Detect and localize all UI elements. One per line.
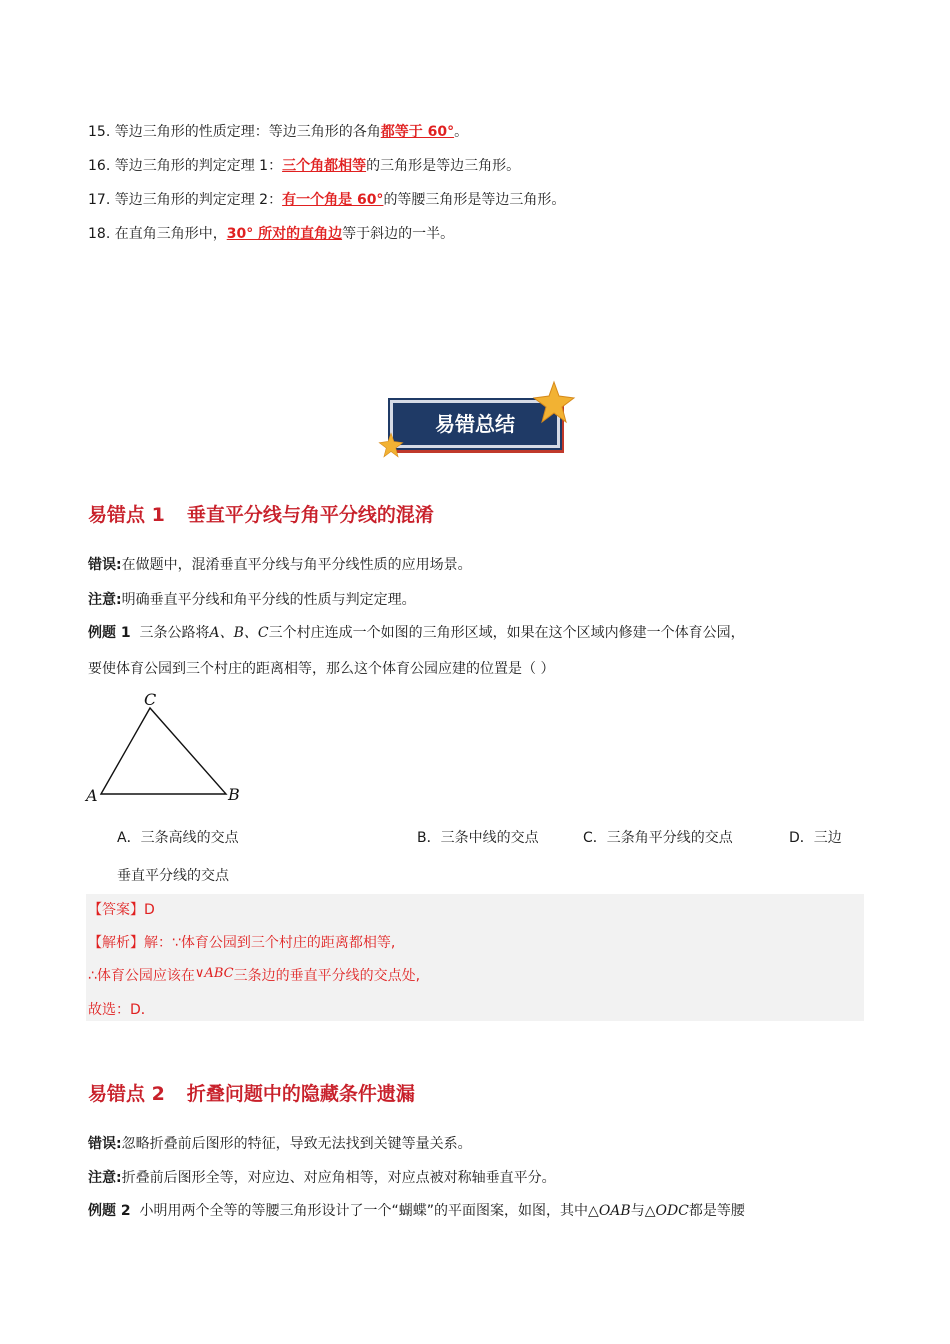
- note-text: 明确垂直平分线和角平分线的性质与判定定理。: [121, 592, 416, 608]
- option-a: [117, 827, 239, 847]
- fact-18: [88, 223, 454, 243]
- triangle-symbol: ∨ABC: [194, 966, 234, 981]
- vertex-label-a: A: [86, 786, 98, 805]
- example1-line1: [88, 622, 745, 642]
- section1-title-a: 易错点 1: [88, 504, 165, 526]
- triangle-figure: [84, 688, 254, 808]
- section2-title-a: 易错点 2: [88, 1083, 165, 1105]
- fact-text: 16. 等边三角形的判定定理 1：: [88, 158, 283, 174]
- example-text: 三条公路将: [139, 625, 210, 641]
- section2-error: [88, 1133, 472, 1153]
- section1-title: [88, 500, 434, 527]
- option-d: [789, 827, 842, 847]
- error-text: 在做题中，混淆垂直平分线与角平分线性质的应用场景。: [121, 557, 472, 573]
- vertex-label-b: B: [228, 785, 240, 804]
- answer-text: 【答案】D: [88, 902, 155, 918]
- section2-note: [88, 1167, 556, 1187]
- answer-text: 三条边的垂直平分线的交点处,: [233, 968, 421, 984]
- section1-title-b: 垂直平分线与角平分线的混淆: [186, 504, 434, 526]
- choice-line: [88, 999, 155, 1019]
- note-label: 注意:: [88, 592, 122, 608]
- fact-text: 的三角形是等边三角形。: [366, 158, 521, 174]
- option-label: 垂直平分线的交点: [117, 868, 229, 884]
- fact-highlight: 有一个角是 60°: [282, 192, 384, 208]
- option-label: A．三条高线的交点: [117, 830, 239, 846]
- example-text: 都是等腰: [688, 1203, 745, 1219]
- example-label: 例题 2: [88, 1203, 131, 1219]
- badge-label: 易错总结: [435, 412, 515, 436]
- triangle-odc: △ODC: [644, 1203, 689, 1219]
- fact-15: [88, 121, 468, 141]
- fact-16: [88, 155, 520, 175]
- option-c: [583, 827, 733, 847]
- note-text: 折叠前后图形全等，对应边、对应角相等，对应点被对称轴垂直平分。: [121, 1170, 556, 1186]
- fact-text: 15. 等边三角形的性质定理：等边三角形的各角: [88, 124, 381, 140]
- answer-text: 【解析】解：∵体育公园到三个村庄的距离都相等,: [88, 935, 396, 951]
- answer-text: 故选：D．: [88, 1002, 155, 1018]
- option-b: [417, 827, 539, 847]
- fact-text: 17. 等边三角形的判定定理 2：: [88, 192, 283, 208]
- star-icon: [378, 432, 404, 458]
- answer-text: ∴体育公园应该在: [88, 968, 195, 984]
- section2-title: [88, 1079, 415, 1106]
- example-text: 与: [630, 1203, 645, 1219]
- option-d-cont: [117, 865, 229, 885]
- vertex-label-c: C: [144, 690, 157, 709]
- example1-line2: [88, 658, 554, 678]
- error-label: 错误:: [88, 1136, 122, 1152]
- fact-text: 的等腰三角形是等边三角形。: [383, 192, 566, 208]
- option-label: C．三条角平分线的交点: [583, 830, 733, 846]
- option-label: B．三条中线的交点: [417, 830, 539, 846]
- fact-17: [88, 189, 565, 209]
- conclusion-line: [88, 965, 420, 985]
- answer-box: [86, 894, 864, 1021]
- example2-line1: [88, 1200, 745, 1220]
- fact-text: 。: [454, 124, 469, 140]
- example-points: A、B、C: [209, 625, 269, 641]
- error-label: 错误:: [88, 557, 122, 573]
- triangle-shape: [101, 708, 226, 794]
- fact-highlight: 都等于 60°: [380, 124, 455, 140]
- triangle-oab: △OAB: [588, 1203, 631, 1219]
- answer-line: [88, 899, 155, 919]
- section2-title-b: 折叠问题中的隐藏条件遗漏: [186, 1083, 415, 1105]
- example-text: 三个村庄连成一个如图的三角形区域，如果在这个区域内修建一个体育公园，: [268, 625, 745, 641]
- note-label: 注意:: [88, 1170, 122, 1186]
- fact-highlight: 三个角都相等: [282, 158, 367, 174]
- example-label: 例题 1: [88, 625, 131, 641]
- error-text: 忽略折叠前后图形的特征，导致无法找到关键等量关系。: [121, 1136, 472, 1152]
- section1-error: [88, 554, 472, 574]
- star-icon: [532, 380, 576, 424]
- example-text: 要使体育公园到三个村庄的距离相等，那么这个体育公园应建的位置是（ ）: [88, 661, 555, 677]
- analysis-line: [88, 932, 395, 952]
- fact-text: 等于斜边的一半。: [342, 226, 455, 242]
- section1-note: [88, 589, 416, 609]
- fact-highlight: 30° 所对的直角边: [226, 226, 343, 242]
- example-text: 小明用两个全等的等腰三角形设计了一个“蝴蝶”的平面图案，如图，其中: [139, 1203, 589, 1219]
- option-label: D．三边: [789, 830, 842, 846]
- fact-text: 18. 在直角三角形中，: [88, 226, 227, 242]
